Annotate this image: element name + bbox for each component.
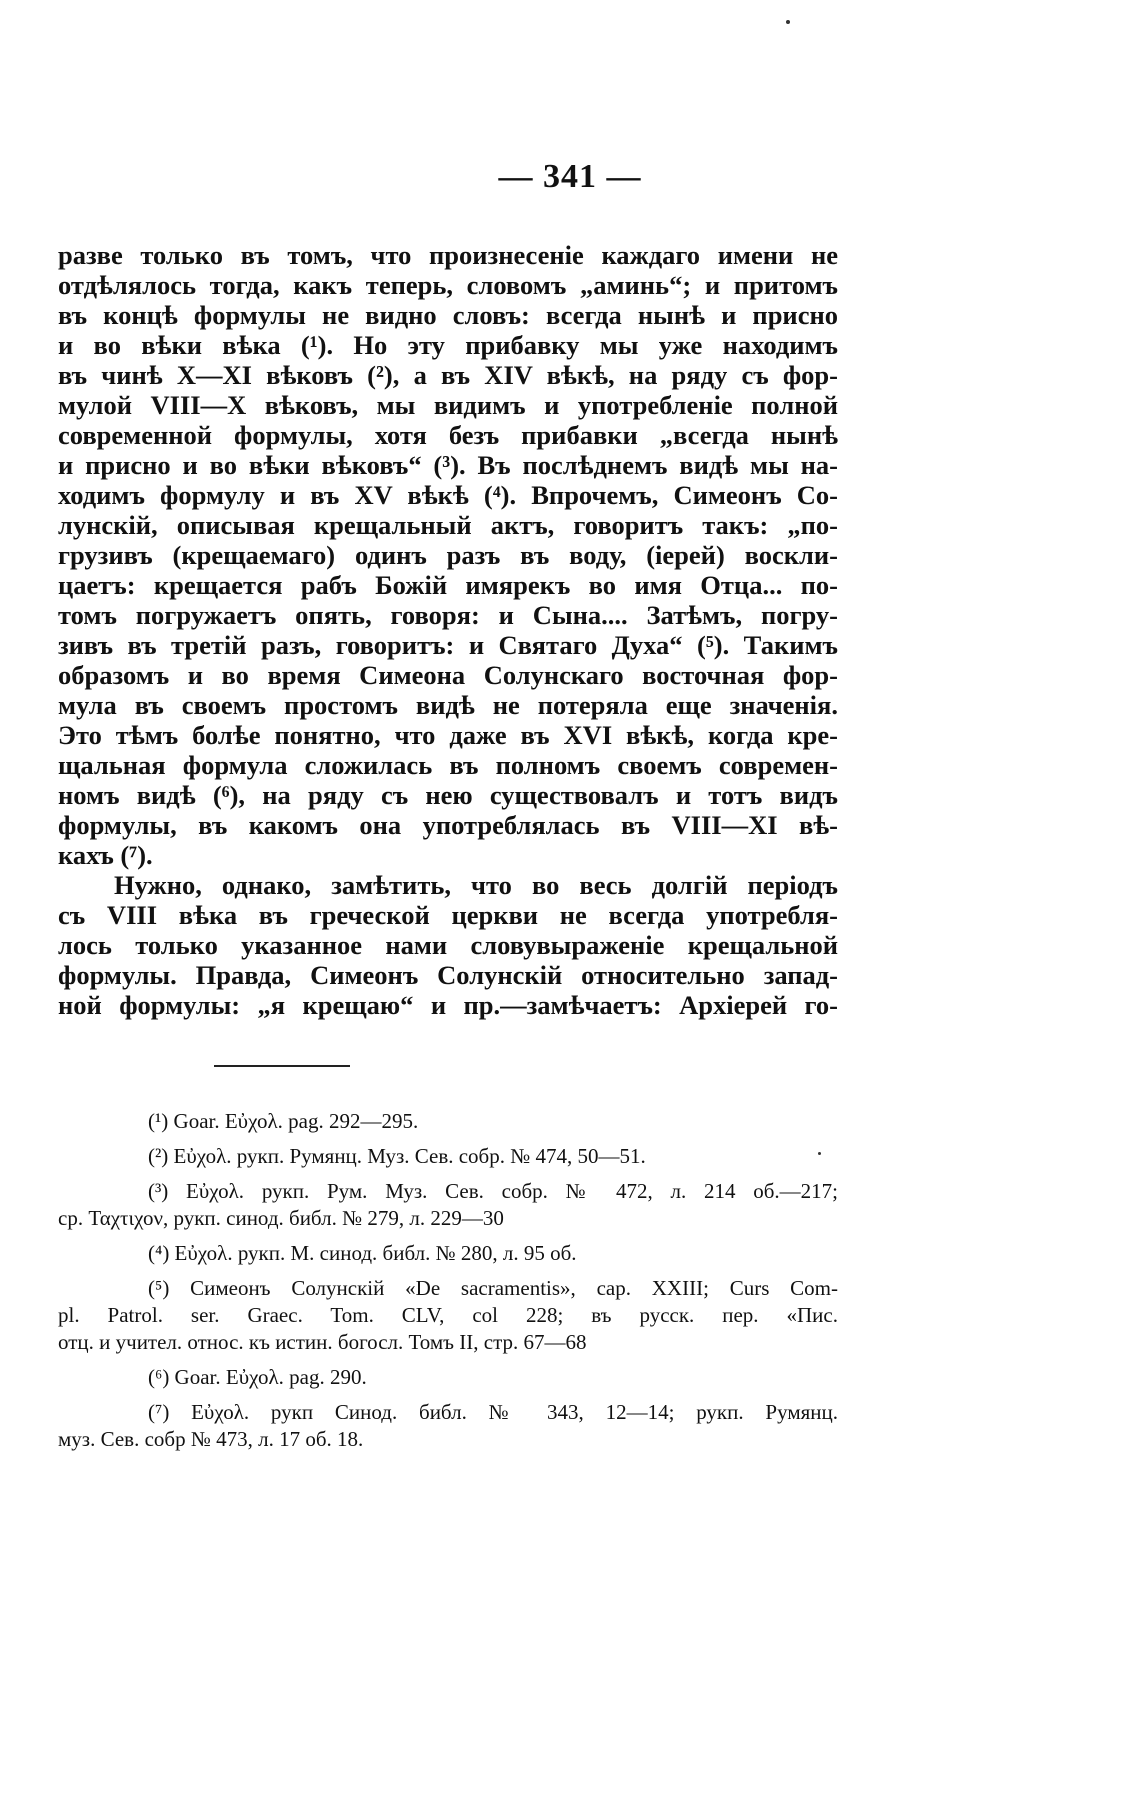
footnote-line: (⁴) Εὐχολ. рукп. М. синод. библ. № 280, л. 95 об. xyxy=(148,1241,577,1265)
footnote xyxy=(58,1143,838,1170)
text-line: разве только въ томъ, что произнесеніе каждаго имени не xyxy=(58,240,838,270)
text-line: ходимъ формулу и въ XV вѣкѣ (⁴). Впрочемъ, Симеонъ Со- xyxy=(58,480,838,510)
footnote-line: (²) Εὐχολ. рукп. Румянц. Муз. Сев. собр. № 474, 50—51. xyxy=(148,1144,646,1168)
footnote-line: муз. Сев. собр № 473, л. 17 об. 18. xyxy=(58,1427,364,1451)
footnote-line: (⁶) Goar. Εὐχολ. pag. 290. xyxy=(148,1365,367,1389)
text-line: мула въ своемъ простомъ видѣ не потеряла еще значенія. xyxy=(58,690,838,720)
text-line: и присно и во вѣки вѣковъ“ (³). Въ послѣднемъ видѣ мы на- xyxy=(58,450,838,480)
footnote-line: отц. и учител. относ. къ истин. богосл. Томъ II, стр. 67—68 xyxy=(58,1330,587,1354)
text-line: лось только указанное нами словувыраженіе крещальной xyxy=(58,930,838,960)
footnote-line: (¹) Goar. Εὐχολ. pag. 292—295. xyxy=(148,1109,419,1133)
footnote-divider xyxy=(214,1065,350,1067)
footnote xyxy=(58,1364,838,1391)
text-line: лунскій, описывая крещальный актъ, говоритъ такъ: „по- xyxy=(58,510,838,540)
text-line: современной формулы, хотя безъ прибавки „всегда нынѣ xyxy=(58,420,838,450)
footnote xyxy=(58,1399,838,1453)
text-line: Это тѣмъ болѣе понятно, что даже въ XVI вѣкѣ, когда кре- xyxy=(58,720,838,750)
footnote-line: pl. Patrol. ser. Graec. Tom. CLV, col 228; въ русск. пер. «Пис. xyxy=(58,1303,838,1327)
footnote-line: (⁵) Симеонъ Солунскій «De sacramentis», cap. XXIII; Curs Com- xyxy=(148,1276,838,1300)
footnotes xyxy=(58,1108,838,1461)
text-line: формулы, въ какомъ она употреблялась въ VIII—XI вѣ- xyxy=(58,810,838,840)
footnote-line: ср. Ταχτιχον, рукп. синод. библ. № 279, л. 229—30 xyxy=(58,1206,504,1230)
text-line: формулы. Правда, Симеонъ Солунскій относительно запад- xyxy=(58,960,838,990)
text-line: въ концѣ формулы не видно словъ: всегда нынѣ и присно xyxy=(58,300,838,330)
footnote xyxy=(58,1178,838,1232)
text-line: цаетъ: крещается рабъ Божій имярекъ во имя Отца... по- xyxy=(58,570,838,600)
text-line: кахъ (⁷). xyxy=(58,840,153,870)
text-line: номъ видѣ (⁶), на ряду съ нею существовалъ и тотъ видъ xyxy=(58,780,838,810)
text-line: образомъ и во время Симеона Солунскаго восточная фор- xyxy=(58,660,838,690)
text-line: щальная формула сложилась въ полномъ своемъ современ- xyxy=(58,750,838,780)
text-line: мулой VIII—X вѣковъ, мы видимъ и употребленіе полной xyxy=(58,390,838,420)
body-text xyxy=(58,240,838,1020)
print-speck xyxy=(786,20,790,24)
text-line: Нужно, однако, замѣтить, что во весь долгій періодъ xyxy=(114,870,838,900)
text-line: грузивъ (крещаемаго) одинъ разъ въ воду, (іерей) воскли- xyxy=(58,540,838,570)
text-line: и во вѣки вѣка (¹). Но эту прибавку мы уже находимъ xyxy=(58,330,838,360)
text-line: ной формулы: „я крещаю“ и пр.—замѣчаетъ: Архіерей го- xyxy=(58,990,838,1020)
footnote xyxy=(58,1275,838,1356)
text-line: въ чинѣ X—XI вѣковъ (²), а въ XIV вѣкѣ, на ряду съ фор- xyxy=(58,360,838,390)
text-line: томъ погружаетъ опять, говоря: и Сына.... Затѣмъ, погру- xyxy=(58,600,838,630)
footnote-line: (³) Εὐχολ. рукп. Рум. Муз. Сев. собр. № 472, л. 214 об.—217; xyxy=(148,1179,838,1203)
text-line: съ VIII вѣка въ греческой церкви не всегда употребля- xyxy=(58,900,838,930)
text-line: зивъ въ третій разъ, говоритъ: и Святаго Духа“ (⁵). Такимъ xyxy=(58,630,838,660)
page-number: — 341 — xyxy=(498,158,642,195)
footnote xyxy=(58,1108,838,1135)
footnote xyxy=(58,1240,838,1267)
footnote-line: (⁷) Εὐχολ. рукп Синод. библ. № 343, 12—14; рукп. Румянц. xyxy=(148,1400,838,1424)
text-line: отдѣлялось тогда, какъ теперь, словомъ „аминь“; и притомъ xyxy=(58,270,838,300)
